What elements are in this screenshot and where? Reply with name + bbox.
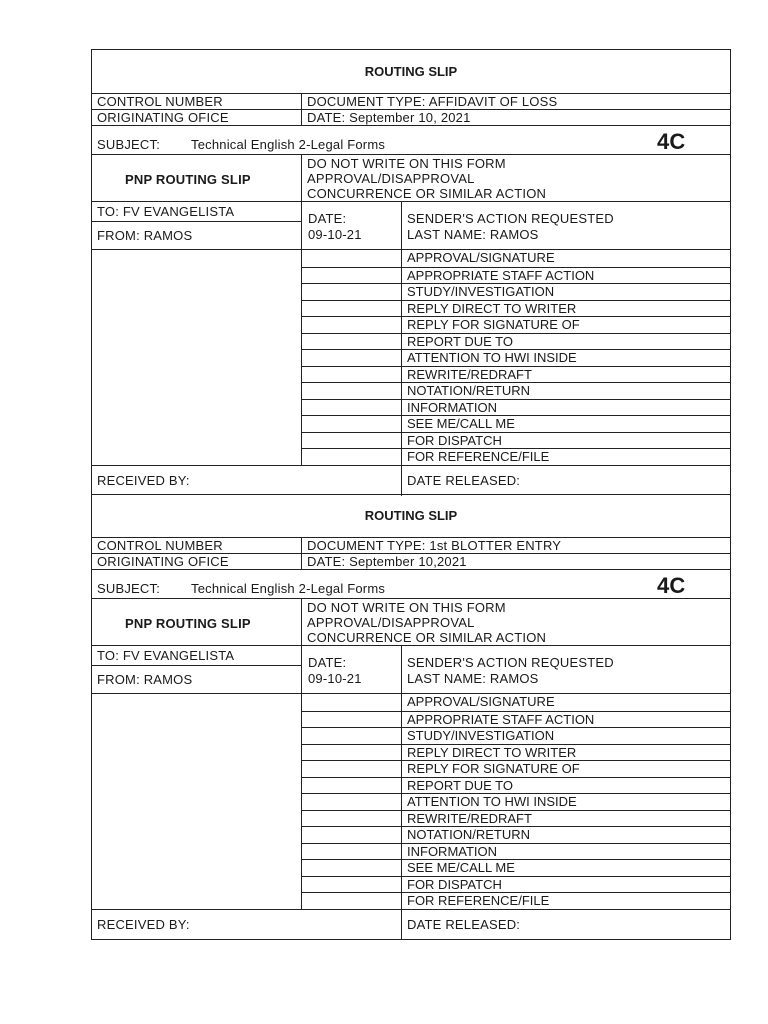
- date-released-label: DATE RELEASED:: [407, 473, 521, 488]
- to-from-row: [92, 201, 730, 250]
- document-type: DOCUMENT TYPE: 1st BLOTTER ENTRY: [307, 538, 562, 553]
- from-field: FROM: RAMOS: [97, 672, 193, 687]
- code-label: 4C: [657, 573, 686, 598]
- subject-value: Technical English 2-Legal Forms: [191, 137, 386, 152]
- slip-title-row: [92, 50, 730, 94]
- notice-line-1: DO NOT WRITE ON THIS FORM: [307, 156, 506, 171]
- notice-line-3: CONCURRENCE OR SIMILAR ACTION: [307, 186, 547, 201]
- notice-line-2: APPROVAL/DISAPPROVAL: [307, 615, 475, 630]
- action-item[interactable]: REWRITE/REDRAFT: [302, 810, 730, 828]
- pnp-routing-slip-label: PNP ROUTING SLIP: [125, 172, 251, 187]
- action-item[interactable]: REPLY FOR SIGNATURE OF: [302, 760, 730, 778]
- to-from-row: [92, 645, 730, 694]
- action-item[interactable]: APPROVAL/SIGNATURE: [407, 694, 555, 709]
- received-by-label: RECEIVED BY:: [97, 473, 190, 488]
- date-field: DATE: September 10,2021: [307, 554, 467, 569]
- originating-row: [92, 109, 730, 126]
- action-list: [92, 694, 730, 910]
- action-item[interactable]: ATTENTION TO HWI INSIDE: [302, 793, 730, 811]
- action-item[interactable]: REPORT DUE TO: [302, 777, 730, 795]
- subject-value: Technical English 2-Legal Forms: [191, 581, 386, 596]
- actions-area: [92, 249, 730, 466]
- control-number-label: CONTROL NUMBER: [97, 94, 223, 109]
- control-number-label: CONTROL NUMBER: [97, 538, 223, 553]
- code-label: 4C: [657, 129, 686, 154]
- action-item[interactable]: INFORMATION: [302, 843, 730, 861]
- pnp-row: [92, 598, 730, 646]
- document-type: DOCUMENT TYPE: AFFIDAVIT OF LOSS: [307, 94, 558, 109]
- received-row: [92, 909, 730, 940]
- action-item[interactable]: NOTATION/RETURN: [302, 382, 730, 400]
- to-field: TO: FV EVANGELISTA: [97, 204, 235, 219]
- action-item[interactable]: APPROVAL/SIGNATURE: [407, 250, 555, 265]
- sender-action-label: SENDER'S ACTION REQUESTED: [407, 655, 614, 670]
- action-item[interactable]: REPLY DIRECT TO WRITER: [302, 744, 730, 762]
- action-item[interactable]: FOR REFERENCE/FILE: [302, 892, 730, 910]
- originating-office-label: ORIGINATING OFICE: [97, 554, 229, 569]
- originating-row: [92, 553, 730, 570]
- pnp-row: [92, 154, 730, 202]
- subject-row: [92, 125, 730, 155]
- subject-label: SUBJECT:: [97, 581, 161, 596]
- date-value: 09-10-21: [308, 227, 362, 242]
- last-name-field: LAST NAME: RAMOS: [407, 227, 539, 242]
- action-item[interactable]: STUDY/INVESTIGATION: [302, 283, 730, 301]
- actions-area: [92, 693, 730, 910]
- date-label: DATE:: [308, 211, 347, 226]
- sender-action-label: SENDER'S ACTION REQUESTED: [407, 211, 614, 226]
- notice-line-1: DO NOT WRITE ON THIS FORM: [307, 600, 506, 615]
- pnp-routing-slip-label: PNP ROUTING SLIP: [125, 616, 251, 631]
- action-item[interactable]: FOR DISPATCH: [302, 432, 730, 450]
- date-label: DATE:: [308, 655, 347, 670]
- date-released-label: DATE RELEASED:: [407, 917, 521, 932]
- action-item[interactable]: REPORT DUE TO: [302, 333, 730, 351]
- notice-line-2: APPROVAL/DISAPPROVAL: [307, 171, 475, 186]
- action-item[interactable]: APPROPRIATE STAFF ACTION: [302, 711, 730, 729]
- action-item[interactable]: REPLY DIRECT TO WRITER: [302, 300, 730, 318]
- from-field: FROM: RAMOS: [97, 228, 193, 243]
- routing-slip-2: [91, 494, 731, 940]
- received-by-label: RECEIVED BY:: [97, 917, 190, 932]
- action-item[interactable]: NOTATION/RETURN: [302, 826, 730, 844]
- action-item[interactable]: STUDY/INVESTIGATION: [302, 727, 730, 745]
- routing-slip-1: [91, 49, 731, 495]
- slip-title-row: [92, 494, 730, 538]
- slip-title: ROUTING SLIP: [364, 508, 458, 523]
- control-row: [92, 93, 730, 110]
- action-item[interactable]: REPLY FOR SIGNATURE OF: [302, 316, 730, 334]
- action-item[interactable]: FOR REFERENCE/FILE: [302, 448, 730, 466]
- action-list: [92, 250, 730, 466]
- date-field: DATE: September 10, 2021: [307, 110, 471, 125]
- originating-office-label: ORIGINATING OFICE: [97, 110, 229, 125]
- subject-label: SUBJECT:: [97, 137, 161, 152]
- received-row: [92, 465, 730, 496]
- action-item[interactable]: ATTENTION TO HWI INSIDE: [302, 349, 730, 367]
- action-item[interactable]: REWRITE/REDRAFT: [302, 366, 730, 384]
- action-item[interactable]: SEE ME/CALL ME: [302, 859, 730, 877]
- slip-title: ROUTING SLIP: [364, 64, 458, 79]
- date-value: 09-10-21: [308, 671, 362, 686]
- subject-row: [92, 569, 730, 599]
- notice-line-3: CONCURRENCE OR SIMILAR ACTION: [307, 630, 547, 645]
- to-field: TO: FV EVANGELISTA: [97, 648, 235, 663]
- action-item[interactable]: INFORMATION: [302, 399, 730, 417]
- last-name-field: LAST NAME: RAMOS: [407, 671, 539, 686]
- control-row: [92, 537, 730, 554]
- action-item[interactable]: APPROPRIATE STAFF ACTION: [302, 267, 730, 285]
- action-item[interactable]: FOR DISPATCH: [302, 876, 730, 894]
- action-item[interactable]: SEE ME/CALL ME: [302, 415, 730, 433]
